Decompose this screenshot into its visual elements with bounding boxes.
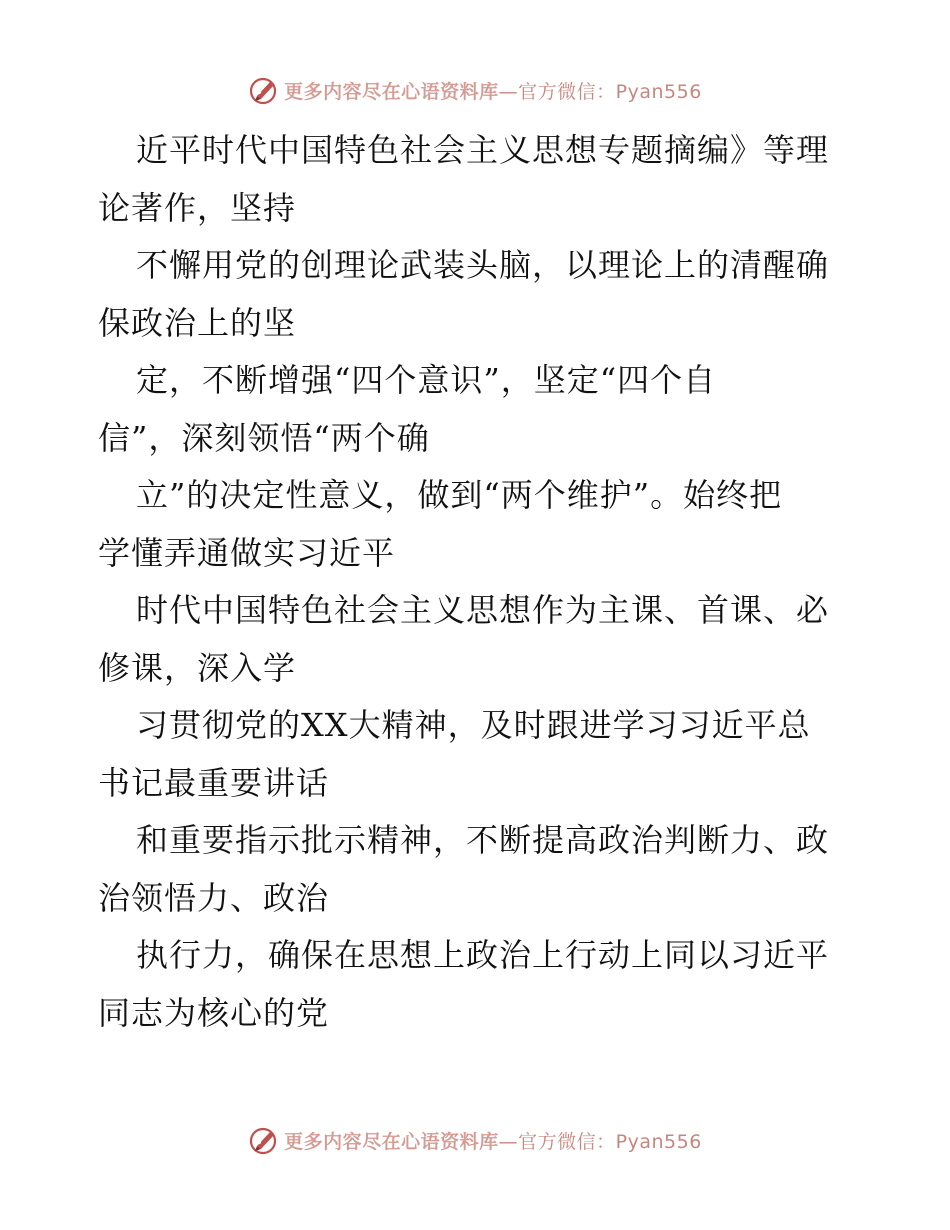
watermark-separator: — (498, 1130, 519, 1153)
text-line: 和重要指示批示精神，不断提高政治判断力、政 (136, 821, 830, 859)
text-line: 书记最重要讲话 (98, 763, 330, 802)
text-line: 保政治上的坚 (98, 303, 297, 342)
watermark-site: 更多内容尽在心语资料库 (284, 80, 499, 103)
text-line: 治领悟力、政治 (98, 878, 330, 917)
header-watermark (0, 70, 950, 110)
text-line: 论著作，坚持 (98, 188, 297, 227)
pen-logo-icon (248, 1124, 280, 1156)
text-line: 同志为核心的党 (98, 993, 330, 1032)
watermark-wechat: 官方微信：Pyan556 (518, 1130, 702, 1153)
text-line: 定，不断增强“四个意识”，坚定“四个自 (136, 361, 717, 399)
text-line: 信”，深刻领悟“两个确 (98, 418, 430, 457)
watermark-wechat: 官方微信：Pyan556 (518, 80, 702, 103)
watermark-site: 更多内容尽在心语资料库 (284, 1130, 499, 1153)
text-line: 修课，深入学 (98, 648, 297, 687)
document-body (98, 122, 858, 1042)
text-line: 习贯彻党的XX大精神，及时跟进学习习近平总 (136, 706, 811, 744)
text-line: 时代中国特色社会主义思想作为主课、首课、必 (136, 591, 830, 629)
footer-watermark (0, 1120, 950, 1160)
text-line: 学懂弄通做实习近平 (98, 533, 396, 572)
text-line: 立”的决定性意义，做到“两个维护”。始终把 (136, 476, 783, 514)
watermark-separator: — (498, 80, 519, 103)
text-line: 近平时代中国特色社会主义思想专题摘编》等理 (136, 131, 830, 169)
text-line: 不懈用党的创理论武装头脑，以理论上的清醒确 (136, 246, 830, 284)
pen-logo-icon (248, 74, 280, 106)
text-line: 执行力，确保在思想上政治上行动上同以习近平 (136, 936, 830, 974)
